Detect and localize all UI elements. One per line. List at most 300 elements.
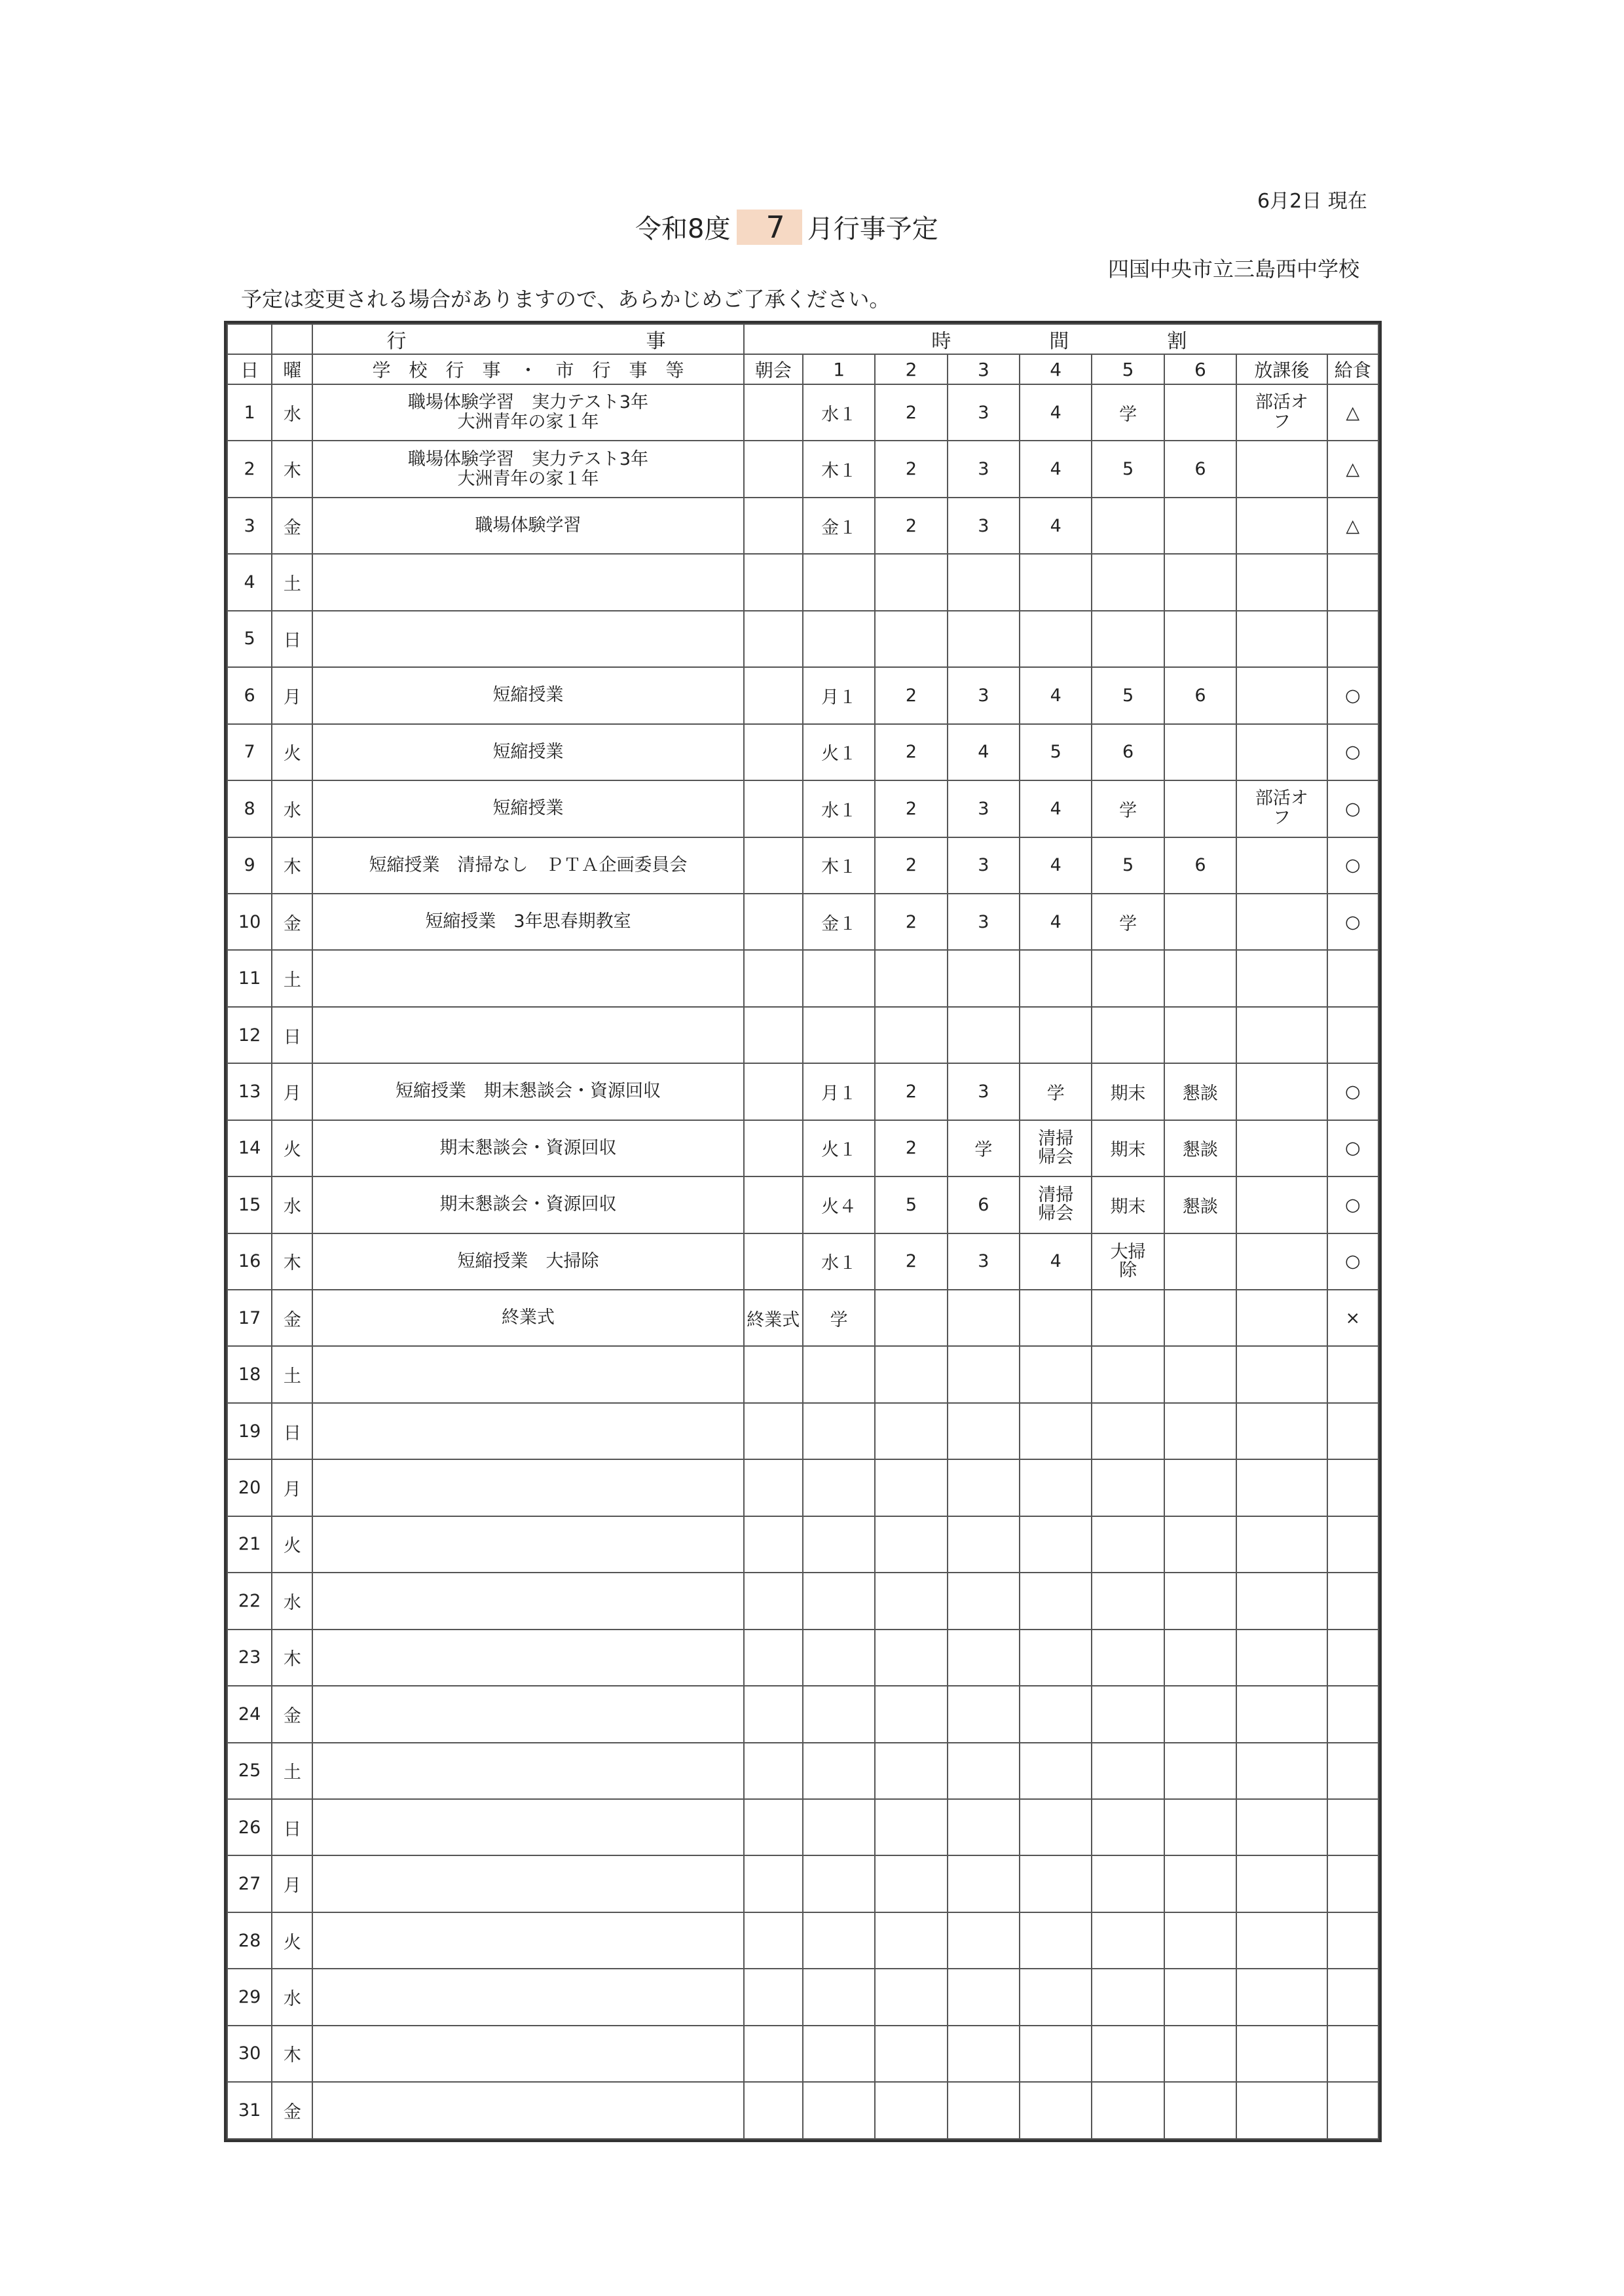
period-3-cell — [948, 1459, 1020, 1516]
period-1-cell — [803, 1346, 875, 1402]
period-5-cell — [1092, 1855, 1164, 1912]
period-4-cell: 4 — [1020, 667, 1092, 723]
lunch-cell: △ — [1327, 441, 1378, 497]
lunch-cell — [1327, 1630, 1378, 1686]
period-6-cell — [1164, 498, 1236, 554]
period-5-cell: 5 — [1092, 441, 1164, 497]
after-school-cell — [1236, 2082, 1327, 2139]
table-row — [227, 2082, 1378, 2139]
event-cell — [312, 1969, 743, 2025]
day-cell: 11 — [227, 950, 272, 1006]
lunch-cell — [1327, 1403, 1378, 1459]
period-2-cell — [875, 1799, 947, 1855]
weekday-cell: 火 — [272, 1120, 312, 1176]
period-2-cell: 2 — [875, 837, 947, 894]
period-1-cell — [803, 950, 875, 1006]
period-1-cell: 木１ — [803, 837, 875, 894]
lunch-cell — [1327, 1007, 1378, 1063]
morning-cell — [744, 2082, 803, 2139]
period-2-cell: 2 — [875, 441, 947, 497]
day-cell: 26 — [227, 1799, 272, 1855]
after-school-cell — [1236, 1459, 1327, 1516]
period-4-cell — [1020, 2082, 1092, 2139]
period-6-cell — [1164, 1799, 1236, 1855]
after-school-cell — [1236, 1346, 1327, 1402]
period-3-cell — [948, 1573, 1020, 1629]
lunch-cell — [1327, 1516, 1378, 1573]
events-group-header: 行 事 — [312, 324, 743, 354]
day-cell: 5 — [227, 611, 272, 667]
period-2-cell — [875, 1743, 947, 1799]
period-5-cell: 5 — [1092, 837, 1164, 894]
table-row — [227, 554, 1378, 610]
day-cell: 2 — [227, 441, 272, 497]
period-4-cell: 4 — [1020, 498, 1092, 554]
weekday-cell: 土 — [272, 554, 312, 610]
lunch-cell: ○ — [1327, 894, 1378, 950]
header-day: 日 — [227, 354, 272, 384]
header-period-1: 1 — [803, 354, 875, 384]
after-school-cell — [1236, 1007, 1327, 1063]
period-4-cell: 4 — [1020, 1233, 1092, 1290]
event-cell — [312, 1346, 743, 1402]
period-5-cell — [1092, 1630, 1164, 1686]
day-cell: 27 — [227, 1855, 272, 1912]
day-cell: 9 — [227, 837, 272, 894]
day-cell: 28 — [227, 1912, 272, 1969]
event-cell: 短縮授業 — [312, 667, 743, 723]
after-school-cell — [1236, 1516, 1327, 1573]
lunch-cell: ○ — [1327, 1233, 1378, 1290]
period-6-cell — [1164, 554, 1236, 610]
period-6-cell — [1164, 724, 1236, 780]
day-cell: 23 — [227, 1630, 272, 1686]
event-cell — [312, 554, 743, 610]
morning-cell — [744, 1516, 803, 1573]
weekday-cell: 月 — [272, 667, 312, 723]
period-1-cell: 火１ — [803, 724, 875, 780]
lunch-cell — [1327, 1346, 1378, 1402]
period-6-cell — [1164, 1855, 1236, 1912]
period-1-cell — [803, 1799, 875, 1855]
event-cell: 短縮授業 3年思春期教室 — [312, 894, 743, 950]
period-3-cell — [948, 554, 1020, 610]
day-cell: 7 — [227, 724, 272, 780]
morning-cell — [744, 441, 803, 497]
period-5-cell — [1092, 1403, 1164, 1459]
event-cell — [312, 1799, 743, 1855]
table-row — [227, 667, 1378, 723]
period-2-cell — [875, 1630, 947, 1686]
table-row — [227, 1290, 1378, 1346]
group-header-row — [227, 324, 1378, 354]
page-title — [635, 208, 938, 246]
morning-cell — [744, 1630, 803, 1686]
period-2-cell — [875, 1346, 947, 1402]
period-2-cell — [875, 2026, 947, 2082]
weekday-cell: 金 — [272, 894, 312, 950]
header-period-2: 2 — [875, 354, 947, 384]
day-cell: 1 — [227, 384, 272, 441]
period-3-cell: 3 — [948, 780, 1020, 837]
table-row — [227, 441, 1378, 497]
period-6-cell — [1164, 1459, 1236, 1516]
morning-cell — [744, 1176, 803, 1233]
header-morning: 朝会 — [744, 354, 803, 384]
period-1-cell — [803, 611, 875, 667]
period-5-cell — [1092, 1007, 1164, 1063]
after-school-cell — [1236, 837, 1327, 894]
lunch-cell: ○ — [1327, 837, 1378, 894]
morning-cell — [744, 384, 803, 441]
lunch-cell: ○ — [1327, 1120, 1378, 1176]
lunch-cell: ○ — [1327, 1176, 1378, 1233]
period-4-cell: 4 — [1020, 441, 1092, 497]
period-6-cell — [1164, 611, 1236, 667]
period-3-cell: 3 — [948, 441, 1020, 497]
period-4-cell — [1020, 554, 1092, 610]
header-period-5: 5 — [1092, 354, 1164, 384]
period-4-cell — [1020, 1799, 1092, 1855]
table-row — [227, 611, 1378, 667]
period-6-cell — [1164, 894, 1236, 950]
period-2-cell — [875, 1912, 947, 1969]
period-3-cell: 3 — [948, 1063, 1020, 1120]
column-header-row — [227, 354, 1378, 384]
morning-cell — [744, 724, 803, 780]
weekday-cell: 火 — [272, 724, 312, 780]
period-4-cell: 4 — [1020, 894, 1092, 950]
event-cell — [312, 1743, 743, 1799]
day-cell: 31 — [227, 2082, 272, 2139]
period-3-cell — [948, 1346, 1020, 1402]
period-5-cell — [1092, 1969, 1164, 2025]
weekday-cell: 木 — [272, 2026, 312, 2082]
event-cell: 短縮授業 清掃なし ＰＴＡ企画委員会 — [312, 837, 743, 894]
header-weekday: 曜 — [272, 354, 312, 384]
weekday-cell: 木 — [272, 837, 312, 894]
period-6-cell: 懇談 — [1164, 1176, 1236, 1233]
period-2-cell — [875, 1573, 947, 1629]
event-cell: 職場体験学習 — [312, 498, 743, 554]
header-period-6: 6 — [1164, 354, 1236, 384]
day-cell: 10 — [227, 894, 272, 950]
weekday-cell: 土 — [272, 1346, 312, 1402]
event-cell: 期末懇談会・資源回収 — [312, 1176, 743, 1233]
event-cell — [312, 1855, 743, 1912]
period-5-cell: 学 — [1092, 384, 1164, 441]
period-1-cell — [803, 1007, 875, 1063]
period-3-cell: 6 — [948, 1176, 1020, 1233]
period-2-cell: 5 — [875, 1176, 947, 1233]
day-cell: 15 — [227, 1176, 272, 1233]
weekday-cell: 日 — [272, 1403, 312, 1459]
morning-cell — [744, 780, 803, 837]
table-row — [227, 1233, 1378, 1290]
event-cell — [312, 1686, 743, 1742]
period-1-cell: 木１ — [803, 441, 875, 497]
table-row — [227, 1063, 1378, 1120]
weekday-cell: 土 — [272, 950, 312, 1006]
after-school-cell — [1236, 1233, 1327, 1290]
lunch-cell: ○ — [1327, 724, 1378, 780]
period-2-cell — [875, 950, 947, 1006]
event-cell — [312, 2082, 743, 2139]
morning-cell — [744, 1799, 803, 1855]
period-1-cell — [803, 1969, 875, 2025]
morning-cell — [744, 667, 803, 723]
weekday-cell: 木 — [272, 1630, 312, 1686]
table-row — [227, 1969, 1378, 2025]
period-6-cell — [1164, 1346, 1236, 1402]
period-2-cell — [875, 2082, 947, 2139]
period-6-cell — [1164, 2082, 1236, 2139]
lunch-cell — [1327, 1855, 1378, 1912]
period-6-cell — [1164, 1007, 1236, 1063]
period-4-cell: 4 — [1020, 837, 1092, 894]
period-3-cell — [948, 2026, 1020, 2082]
period-1-cell — [803, 1855, 875, 1912]
after-school-cell — [1236, 1912, 1327, 1969]
period-5-cell: 学 — [1092, 780, 1164, 837]
period-2-cell — [875, 1007, 947, 1063]
lunch-cell: ○ — [1327, 780, 1378, 837]
after-school-cell: 部活オ フ — [1236, 384, 1327, 441]
period-1-cell — [803, 2026, 875, 2082]
morning-cell — [744, 1233, 803, 1290]
after-school-cell — [1236, 1686, 1327, 1742]
event-cell — [312, 611, 743, 667]
period-2-cell — [875, 1459, 947, 1516]
morning-cell — [744, 1459, 803, 1516]
after-school-cell — [1236, 1063, 1327, 1120]
lunch-cell — [1327, 1686, 1378, 1742]
after-school-cell: 部活オ フ — [1236, 780, 1327, 837]
period-2-cell — [875, 554, 947, 610]
day-cell: 16 — [227, 1233, 272, 1290]
morning-cell — [744, 837, 803, 894]
period-4-cell — [1020, 1912, 1092, 1969]
period-6-cell — [1164, 1290, 1236, 1346]
weekday-cell: 土 — [272, 1743, 312, 1799]
lunch-cell — [1327, 2026, 1378, 2082]
period-5-cell — [1092, 2026, 1164, 2082]
weekday-cell: 火 — [272, 1912, 312, 1969]
period-6-cell: 6 — [1164, 441, 1236, 497]
event-cell — [312, 1459, 743, 1516]
period-4-cell: 5 — [1020, 724, 1092, 780]
period-4-cell — [1020, 1630, 1092, 1686]
weekday-cell: 日 — [272, 1799, 312, 1855]
morning-cell — [744, 1007, 803, 1063]
period-3-cell — [948, 1799, 1020, 1855]
event-cell — [312, 950, 743, 1006]
event-cell — [312, 1573, 743, 1629]
period-3-cell — [948, 1403, 1020, 1459]
table-row — [227, 1403, 1378, 1459]
period-3-cell — [948, 1007, 1020, 1063]
after-school-cell — [1236, 1799, 1327, 1855]
period-6-cell — [1164, 1912, 1236, 1969]
period-2-cell: 2 — [875, 1233, 947, 1290]
day-cell: 6 — [227, 667, 272, 723]
event-cell: 短縮授業 — [312, 724, 743, 780]
day-cell: 3 — [227, 498, 272, 554]
table-row — [227, 950, 1378, 1006]
period-1-cell — [803, 554, 875, 610]
period-3-cell: 3 — [948, 384, 1020, 441]
blank-header-cell — [227, 324, 272, 354]
table-row — [227, 1743, 1378, 1799]
period-6-cell — [1164, 950, 1236, 1006]
lunch-cell: × — [1327, 1290, 1378, 1346]
morning-cell — [744, 1969, 803, 2025]
event-cell — [312, 1403, 743, 1459]
day-cell: 19 — [227, 1403, 272, 1459]
period-6-cell — [1164, 1969, 1236, 2025]
lunch-cell — [1327, 1969, 1378, 2025]
period-3-cell — [948, 1743, 1020, 1799]
morning-cell — [744, 1403, 803, 1459]
morning-cell — [744, 554, 803, 610]
period-2-cell: 2 — [875, 667, 947, 723]
period-3-cell — [948, 1686, 1020, 1742]
period-5-cell: 6 — [1092, 724, 1164, 780]
current-date: 6月2日 現在 — [1257, 190, 1367, 213]
school-name: 四国中央市立三島西中学校 — [1108, 257, 1360, 282]
period-4-cell — [1020, 1007, 1092, 1063]
morning-cell — [744, 950, 803, 1006]
period-1-cell — [803, 1743, 875, 1799]
weekday-cell: 月 — [272, 1855, 312, 1912]
period-3-cell — [948, 950, 1020, 1006]
period-5-cell: 学 — [1092, 894, 1164, 950]
period-3-cell: 3 — [948, 1233, 1020, 1290]
day-cell: 24 — [227, 1686, 272, 1742]
schedule-sheet — [224, 321, 1382, 2142]
table-row — [227, 1855, 1378, 1912]
period-6-cell — [1164, 1233, 1236, 1290]
morning-cell — [744, 1346, 803, 1402]
period-5-cell: 5 — [1092, 667, 1164, 723]
table-row — [227, 724, 1378, 780]
period-5-cell — [1092, 2082, 1164, 2139]
lunch-cell: ○ — [1327, 1063, 1378, 1120]
period-2-cell — [875, 1969, 947, 2025]
period-3-cell: 3 — [948, 837, 1020, 894]
morning-cell: 終業式 — [744, 1290, 803, 1346]
day-cell: 12 — [227, 1007, 272, 1063]
period-6-cell: 6 — [1164, 667, 1236, 723]
lunch-cell — [1327, 1573, 1378, 1629]
after-school-cell — [1236, 2026, 1327, 2082]
event-cell: 短縮授業 — [312, 780, 743, 837]
after-school-cell — [1236, 724, 1327, 780]
weekday-cell: 月 — [272, 1459, 312, 1516]
table-row — [227, 1912, 1378, 1969]
weekday-cell: 金 — [272, 1686, 312, 1742]
period-5-cell — [1092, 1346, 1164, 1402]
weekday-cell: 水 — [272, 1176, 312, 1233]
period-1-cell — [803, 1516, 875, 1573]
header-lunch: 給食 — [1327, 354, 1378, 384]
table-row — [227, 1516, 1378, 1573]
period-4-cell — [1020, 611, 1092, 667]
period-4-cell — [1020, 1686, 1092, 1742]
period-1-cell — [803, 1459, 875, 1516]
period-3-cell — [948, 1969, 1020, 2025]
header-period-3: 3 — [948, 354, 1020, 384]
weekday-cell: 水 — [272, 1573, 312, 1629]
after-school-cell — [1236, 554, 1327, 610]
after-school-cell — [1236, 498, 1327, 554]
period-5-cell — [1092, 554, 1164, 610]
period-6-cell: 懇談 — [1164, 1120, 1236, 1176]
period-1-cell: 水１ — [803, 1233, 875, 1290]
timetable-group-header: 時 間 割 — [744, 324, 1378, 354]
event-cell — [312, 2026, 743, 2082]
period-5-cell — [1092, 498, 1164, 554]
title-suffix: 月行事予定 — [807, 214, 938, 244]
weekday-cell: 水 — [272, 780, 312, 837]
lunch-cell — [1327, 2082, 1378, 2139]
period-2-cell: 2 — [875, 894, 947, 950]
table-row — [227, 1346, 1378, 1402]
after-school-cell — [1236, 1630, 1327, 1686]
period-1-cell: 月１ — [803, 667, 875, 723]
period-5-cell — [1092, 1912, 1164, 1969]
period-4-cell: 清掃 帰会 — [1020, 1120, 1092, 1176]
day-cell: 22 — [227, 1573, 272, 1629]
weekday-cell: 水 — [272, 1969, 312, 2025]
period-1-cell: 火４ — [803, 1176, 875, 1233]
period-1-cell — [803, 2082, 875, 2139]
event-cell: 短縮授業 大掃除 — [312, 1233, 743, 1290]
period-6-cell — [1164, 1403, 1236, 1459]
day-cell: 17 — [227, 1290, 272, 1346]
after-school-cell — [1236, 1743, 1327, 1799]
event-cell — [312, 1007, 743, 1063]
table-row — [227, 837, 1378, 894]
day-cell: 20 — [227, 1459, 272, 1516]
period-3-cell — [948, 1630, 1020, 1686]
period-4-cell — [1020, 1403, 1092, 1459]
period-2-cell — [875, 1516, 947, 1573]
event-cell: 期末懇談会・資源回収 — [312, 1120, 743, 1176]
period-2-cell — [875, 611, 947, 667]
morning-cell — [744, 498, 803, 554]
period-1-cell: 水１ — [803, 384, 875, 441]
period-4-cell: 清掃 帰会 — [1020, 1176, 1092, 1233]
period-3-cell — [948, 1290, 1020, 1346]
period-4-cell — [1020, 1459, 1092, 1516]
after-school-cell — [1236, 1176, 1327, 1233]
header-after-school: 放課後 — [1236, 354, 1327, 384]
period-2-cell: 2 — [875, 1120, 947, 1176]
period-4-cell — [1020, 1290, 1092, 1346]
after-school-cell — [1236, 667, 1327, 723]
morning-cell — [744, 1912, 803, 1969]
day-cell: 8 — [227, 780, 272, 837]
period-5-cell — [1092, 1686, 1164, 1742]
period-5-cell — [1092, 950, 1164, 1006]
event-cell: 終業式 — [312, 1290, 743, 1346]
period-1-cell: 火１ — [803, 1120, 875, 1176]
morning-cell — [744, 1063, 803, 1120]
day-cell: 25 — [227, 1743, 272, 1799]
morning-cell — [744, 894, 803, 950]
period-4-cell — [1020, 1855, 1092, 1912]
